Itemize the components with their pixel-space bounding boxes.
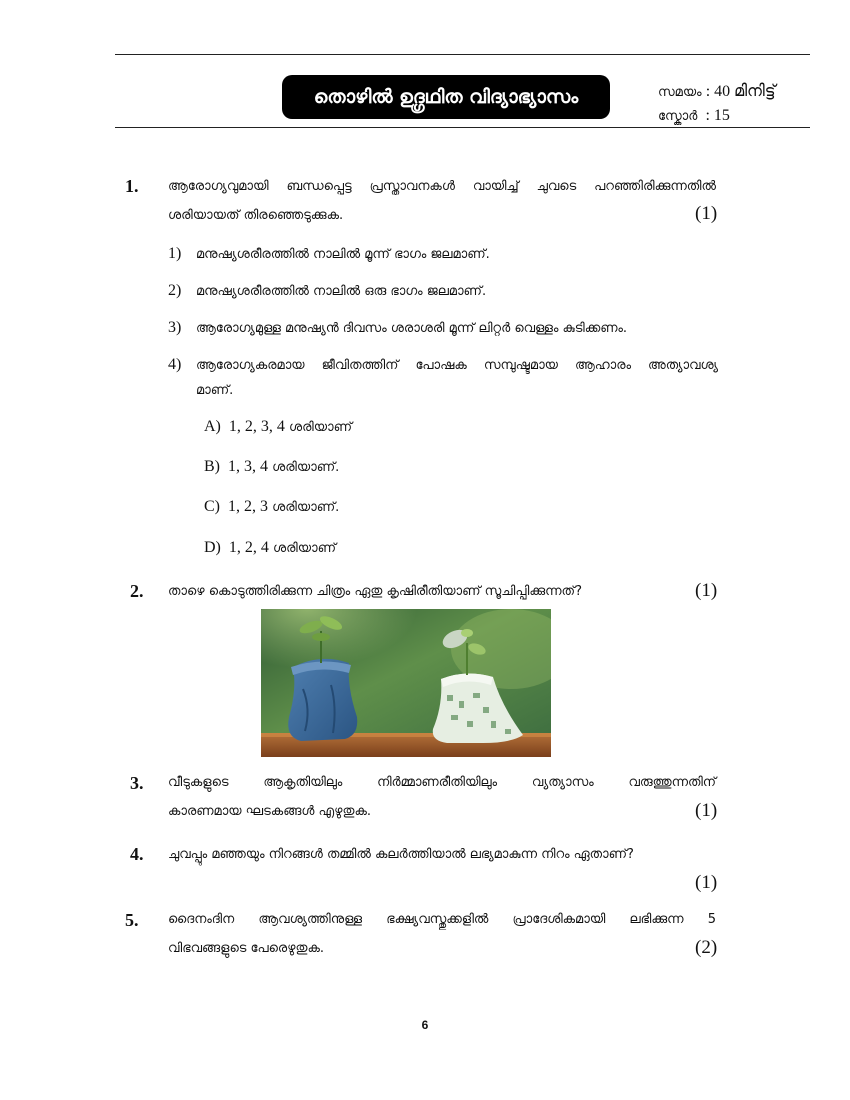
subject-title: തൊഴിൽ ഉദ്ഗ്രഥിത വിദ്യാഭ്യാസം bbox=[282, 75, 610, 119]
option-c-text: ശരിയാണ്. bbox=[272, 500, 340, 515]
question-5-line2: വിഭവങ്ങളുടെ പേരെഴുതുക. bbox=[168, 941, 324, 956]
statement-4-text-cont: മാണ്. bbox=[196, 383, 234, 398]
question-4-marks: (1) bbox=[695, 872, 718, 893]
option-d bbox=[204, 539, 336, 557]
statement-1-number: 1) bbox=[168, 245, 182, 262]
option-d-numbers: 1, 2, 4 bbox=[228, 539, 269, 556]
option-b-text: ശരിയാണ്. bbox=[272, 460, 340, 475]
option-a-numbers: 1, 2, 3, 4 bbox=[228, 418, 285, 435]
statement-3-number: 3) bbox=[168, 319, 182, 336]
statement-3-text: ആരോഗ്യമുള്ള മനുഷ്യൻ ദിവസം ശരാശരി മൂന്ന് ലിറ്റർ വെള്ളം കുടിക്കണം. bbox=[196, 321, 628, 336]
question-3-line1: വീടുകളുടെ ആകൃതിയിലും നിർമ്മാണരീതിയിലും വ്യത്യാസം വരുത്തുന്നതിന് bbox=[168, 775, 716, 790]
question-1-marks: (1) bbox=[695, 203, 718, 224]
question-3-number: 3. bbox=[130, 773, 144, 793]
score-value: : 15 bbox=[705, 107, 730, 124]
question-5-marks: (2) bbox=[695, 937, 718, 958]
question-5-number: 5. bbox=[125, 910, 139, 930]
option-d-text: ശരിയാണ് bbox=[273, 541, 337, 556]
time-label: സമയം bbox=[658, 85, 702, 100]
question-2-marks: (1) bbox=[695, 580, 718, 601]
option-b-label: B) bbox=[204, 458, 220, 475]
option-c bbox=[204, 498, 339, 516]
grow-bag-farming-image bbox=[261, 609, 551, 757]
option-c-label: C) bbox=[204, 498, 220, 515]
question-3-marks: (1) bbox=[695, 800, 718, 821]
statement-2-number: 2) bbox=[168, 282, 182, 299]
header-bottom-rule bbox=[115, 127, 810, 128]
question-2-number: 2. bbox=[130, 581, 144, 601]
option-b bbox=[204, 458, 339, 476]
score-label: സ്കോർ bbox=[658, 109, 698, 124]
question-5-line1: ദൈനംദിന ആവശ്യത്തിനുള്ള ഭക്ഷ്യവസ്തുക്കളിൽ പ്രാദേശികമായി ലഭിക്കുന്ന 5 bbox=[168, 912, 716, 927]
question-2-line1: താഴെ കൊടുത്തിരിക്കുന്ന ചിത്രം ഏതു കൃഷിരീതിയാണ് സൂചിപ്പിക്കുന്നത്? bbox=[168, 584, 582, 599]
top-rule bbox=[115, 54, 810, 55]
time-value: : 40 മിനിട്ട് bbox=[705, 83, 776, 100]
question-1-number: 1. bbox=[125, 176, 139, 196]
score-info bbox=[658, 107, 730, 125]
option-c-numbers: 1, 2, 3 bbox=[228, 498, 268, 515]
question-4-number: 4. bbox=[130, 844, 144, 864]
page-number: 6 bbox=[421, 1018, 429, 1032]
option-d-label: D) bbox=[204, 539, 221, 556]
option-a-text: ശരിയാണ് bbox=[289, 420, 353, 435]
time-info bbox=[658, 83, 776, 101]
question-4-line1: ചുവപ്പും മഞ്ഞയും നിറങ്ങൾ തമ്മിൽ കലർത്തിയാൽ ലഭ്യമാകുന്ന നിറം ഏതാണ്? bbox=[168, 847, 634, 862]
option-a bbox=[204, 418, 352, 436]
statement-2-text: മനുഷ്യശരീരത്തിൽ നാലിൽ ഒരു ഭാഗം ജലമാണ്. bbox=[196, 284, 487, 299]
statement-1-text: മനുഷ്യശരീരത്തിൽ നാലിൽ മൂന്ന് ഭാഗം ജലമാണ്. bbox=[196, 247, 490, 262]
option-b-numbers: 1, 3, 4 bbox=[228, 458, 268, 475]
question-3-line2: കാരണമായ ഘടകങ്ങൾ എഴുതുക. bbox=[168, 804, 371, 819]
statement-4-number: 4) bbox=[168, 356, 182, 373]
question-1-line2: ശരിയായത് തിരഞ്ഞെടുക്കുക. bbox=[168, 208, 344, 223]
question-1-line1: ആരോഗ്യവുമായി ബന്ധപ്പെട്ട പ്രസ്താവനകൾ വായിച്ച് ചുവടെ പറഞ്ഞിരിക്കുന്നതിൽ bbox=[168, 179, 716, 194]
option-a-label: A) bbox=[204, 418, 221, 435]
statement-4-text: ആരോഗ്യകരമായ ജീവിതത്തിന് പോഷക സമ്പുഷ്ടമായ ആഹാരം അത്യാവശ്യ bbox=[196, 358, 718, 373]
